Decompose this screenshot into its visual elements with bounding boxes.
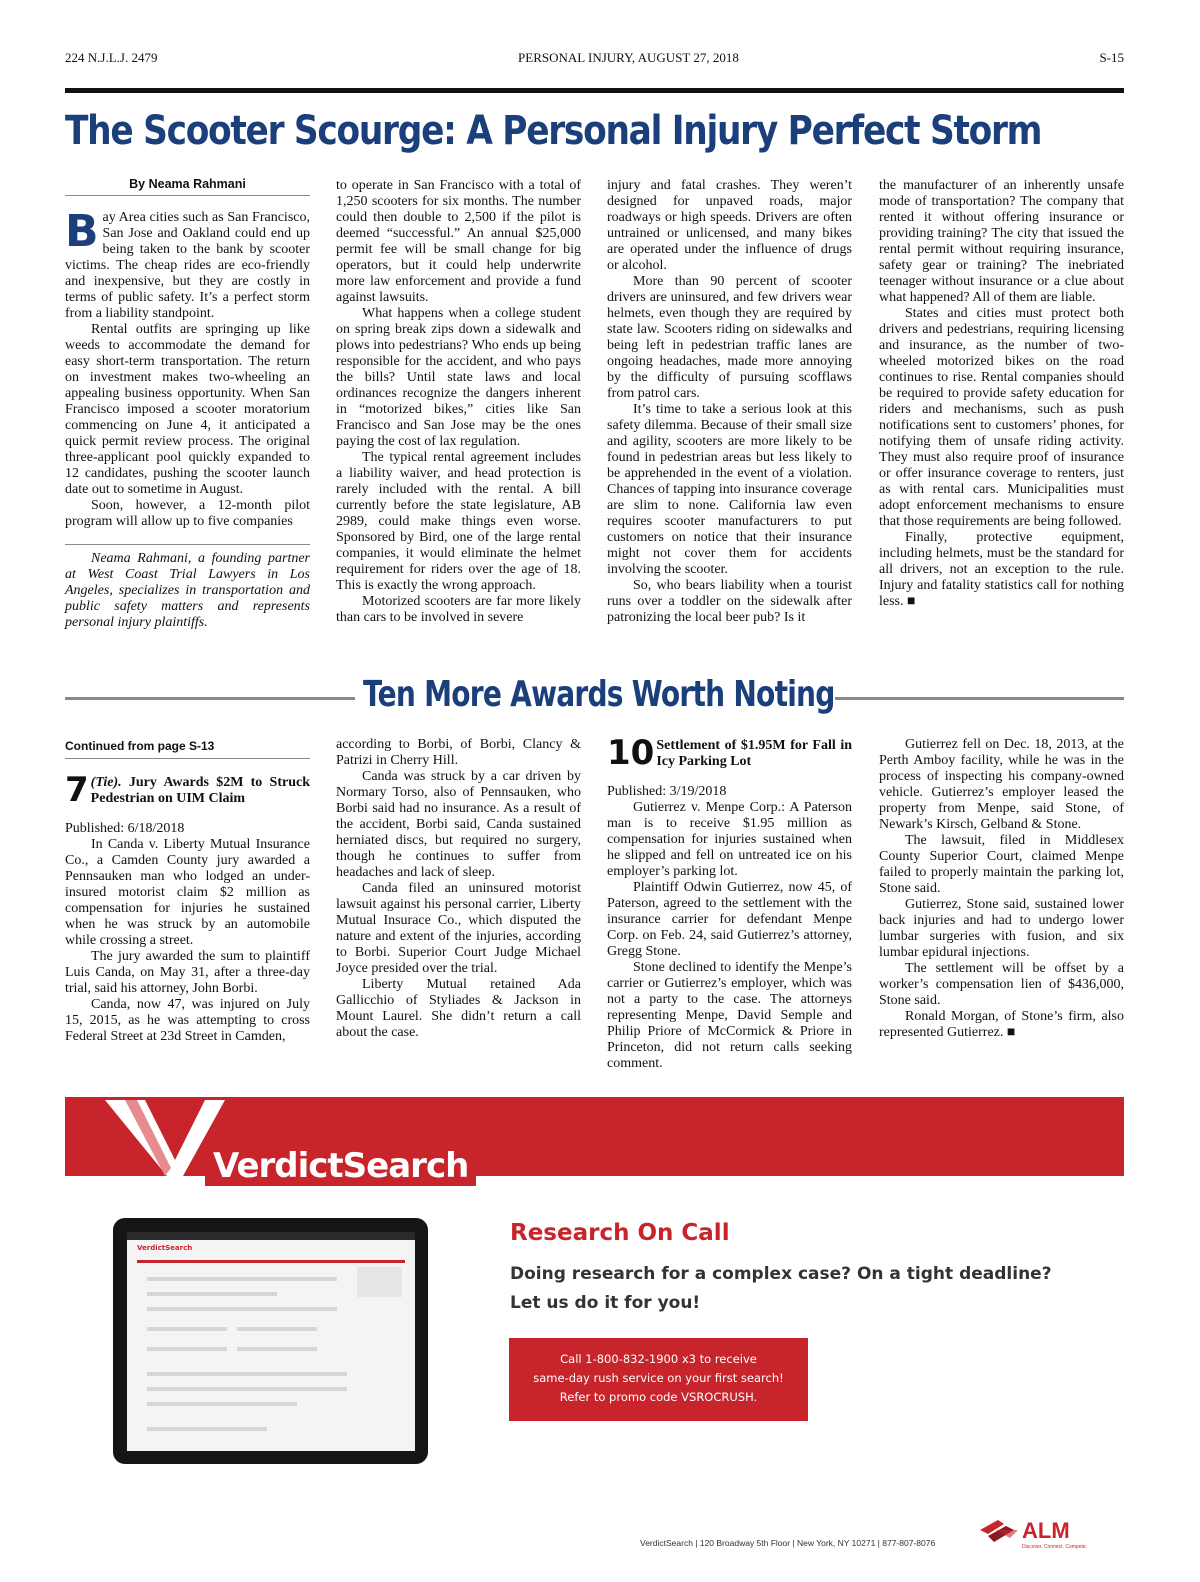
paragraph: States and cities must protect both drivers and pedestrians, requiring licensing and insurance, as the number of two-wheeled motorized bikes on the road continues to rise. Rental companies should be required to provide safety education for riders and mechanisms, such as push notifications sent to customers’ phones, for notifying them of unsafe riding activity. They must also require proof of insurance or offer insurance coverage to renters, just as with rental cars. Municipalities must adopt enforcement mechanisms to ensure that those requirements are being followed.	[879, 306, 1124, 529]
article1-column-2	[336, 178, 581, 626]
paragraph: It’s time to take a serious look at this safety dilemma. Because of their small size and agility, scooters are more likely to be found in pedestrian areas but less likely to be apprehended in the event of a violation. Chances of tapping into insurance coverage are slim to none. California law even requires scooter manufacturers to put customers on notice that their insurance might not cover them for accidents involving the scooter.	[607, 402, 852, 577]
award-title-prefix: (Tie).	[90, 775, 122, 790]
header-section: PERSONAL INJURY, AUGUST 27, 2018	[518, 50, 739, 65]
award-title	[91, 775, 310, 807]
alm-logo	[980, 1518, 1088, 1550]
paragraph: So, who bears liability when a tourist runs over a toddler on the sidewalk after patronizing the local beer pub? Is it	[607, 578, 852, 625]
award-number: 7	[65, 770, 89, 810]
paragraph: Canda, now 47, was injured on July 15, 2015, as he was attempting to cross Federal Street at 23d Street in Camden,	[65, 997, 310, 1044]
article1-column-3	[607, 178, 852, 626]
header-page-number: S-15	[1099, 50, 1124, 65]
paragraph: the manufacturer of an inherently unsafe mode of transportation? The company that rented it without offering insurance or providing training? The city that issued the rental permit without requiring insurance, safety gear or training? The inebriated teenager without insurance or a clue about what happened? All of them are liable.	[879, 178, 1124, 305]
award-title: Settlement of $1.95M for Fall in Icy Parking Lot	[656, 738, 852, 769]
paragraph: Ronald Morgan, of Stone’s firm, also represented Gutierrez. ■	[879, 1009, 1124, 1040]
byline: By Neama Rahmani	[65, 176, 310, 196]
cta-line-1: Call 1-800-832-1900 x3 to receive	[560, 1352, 757, 1366]
article1-column-1	[65, 176, 310, 631]
paragraph: Plaintiff Odwin Gutierrez, now 45, of Paterson, agreed to the settlement with the insurance carrier for defendant Menpe Corp. on Feb. 24, said Gutierrez’s attorney, Gregg Stone.	[607, 880, 852, 959]
ad-headline: Research On Call	[510, 1220, 730, 1246]
paragraph: Gutierrez v. Menpe Corp.: A Paterson man is to receive $1.95 million as compensation for injuries sustained when he slipped and fell on untreated ice on his employer’s parking lot.	[607, 800, 852, 879]
author-bio-text: Neama Rahmani, a founding partner at West Coast Trial Lawyers in Los Angeles, specializes in transportation and public safety matters and represents personal injury plaintiffs.	[65, 551, 310, 630]
paragraph: Rental outfits are springing up like weeds to accommodate the demand for easy short-term transportation. The return on investment makes two-wheeling an appealing business opportunity. When San Francisco imposed a scooter moratorium commencing on June 4, it anticipated a quick permit review process. The original three-applicant pool quickly expanded to 12 candidates, pushing the scooter launch date out to sometime in August.	[65, 322, 310, 497]
award-number: 10	[607, 733, 655, 773]
cta-line-2: same-day rush service on your first search!	[533, 1371, 784, 1385]
drop-cap: B	[65, 206, 99, 257]
screen-logo: VerdictSearch	[137, 1244, 193, 1252]
ad-subheadline	[510, 1260, 1110, 1318]
verdictsearch-ad[interactable]	[65, 1097, 1124, 1560]
alm-wordmark: ALM	[1022, 1518, 1070, 1543]
article2-column-3	[607, 733, 852, 1072]
header-citation: 224 N.J.L.J. 2479	[65, 50, 158, 65]
published-date: Published: 6/18/2018	[65, 821, 185, 836]
ad-call-to-action[interactable]	[509, 1338, 808, 1421]
paragraph: Canda filed an uninsured motorist lawsuit against his personal carrier, Liberty Mutual Insurace Co., which disputed the nature and extent of the injuries, according to Borbi. Superior Court Judge Michael Joyce presided over the trial.	[336, 881, 581, 976]
alm-mark-icon	[980, 1520, 1018, 1542]
paragraph: The lawsuit, filed in Middlesex County Superior Court, claimed Menpe failed to properly maintain the parking lot, Stone said.	[879, 833, 1124, 896]
section-title: Ten More Awards Worth Noting	[363, 674, 835, 715]
section-rule-left	[65, 697, 355, 700]
paragraph: What happens when a college student on spring break zips down a sidewalk and plows into pedestrians? Who ends up being responsible for the accident, and who pays the bills? Until state laws and local ordinances recognize the dangers inherent in “motorized bikes,” cities like San Francisco and San Jose may be the ones paying the cost of lax regulation.	[336, 306, 581, 449]
ad-subheadline-line-2: Let us do it for you!	[510, 1293, 701, 1313]
paragraph: Soon, however, a 12-month pilot program will allow up to five companies	[65, 498, 310, 529]
paragraph: Canda was struck by a car driven by Normary Torso, also of Pennsauken, who Borbi said had no insurance. As a result of the accident, Borbi said, Canda sustained herniated discs, but required no surgery, though he continues to suffer from headaches and lack of sleep.	[336, 769, 581, 880]
paragraph: The jury awarded the sum to plaintiff Luis Canda, on May 31, after a three-day trial, said his attorney, John Borbi.	[65, 949, 310, 996]
paragraph: injury and fatal crashes. They weren’t designed for unpaved roads, major roadways or high speeds. Drivers are often untrained or unlicensed, and many bikes are operated under the influence of drugs or alcohol.	[607, 178, 852, 273]
article-title: The Scooter Scourge: A Personal Injury Perfect Storm	[65, 108, 1042, 154]
running-header	[65, 50, 1124, 66]
paragraph: In Canda v. Liberty Mutual Insurance Co., a Camden County jury awarded a Pennsauken man who lodged an under-insured motorist claim $2 million as compensation for injuries he sustained when he was struck by an automobile while crossing a street.	[65, 837, 310, 948]
paragraph: Gutierrez fell on Dec. 18, 2013, at the Perth Amboy facility, while he was in the process of inspecting his company-owned vehicle. Gutierrez’s employer leased the property from Menpe, said Stone, of Newark’s Kirsch, Gelband & Stone.	[879, 737, 1124, 832]
paragraph: The typical rental agreement includes a liability waiver, and head protection is rarely included with the rental. A bill currently before the state legislature, AB 2989, could make things even worse. Sponsored by Bird, one of the large rental companies, it would eliminate the helmet requirement for riders over the age of 18. This is exactly the wrong approach.	[336, 450, 581, 593]
continued-label: Continued from page S-13	[65, 738, 310, 759]
ad-brand: VerdictSearch	[205, 1146, 476, 1186]
paragraph: The settlement will be offset by a worker’s compensation lien of $436,000, Stone said.	[879, 961, 1124, 1008]
paragraph: Finally, protective equipment, including helmets, must be the standard for all drivers, not an exception to the rule. Injury and fatality statistics call for nothing less. ■	[879, 530, 1124, 609]
award-title-text: Jury Awards $2M to Struck Pedestrian on UIM Claim	[90, 775, 310, 806]
tablet-screen	[127, 1232, 415, 1451]
paragraph: according to Borbi, of Borbi, Clancy & Patrizi in Cherry Hill.	[336, 737, 581, 768]
ad-subheadline-line-1: Doing research for a complex case? On a tight deadline?	[510, 1264, 1052, 1284]
article2-column-4	[879, 737, 1124, 1041]
published-date: Published: 3/19/2018	[607, 784, 727, 799]
paragraph: Motorized scooters are far more likely than cars to be involved in severe	[336, 594, 581, 625]
paragraph: ay Area cities such as San Francisco, San Jose and Oakland could end up being taken to the bank by scooter victims. The cheap rides are eco-friendly and inexpensive, but they are costly in terms of public safety. It’s a perfect storm from a liability standpoint.	[65, 210, 310, 321]
award-10-heading	[607, 733, 852, 773]
award-7-heading	[65, 770, 310, 810]
paragraph: More than 90 percent of scooter drivers are uninsured, and few drivers wear helmets, even though they are required by state law. Scooters riding on sidewalks and being left in pedestrian traffic lanes are ongoing headaches, made more annoying by the difficulty of pursuing scofflaws from patrol cars.	[607, 274, 852, 401]
ad-footer-address: VerdictSearch | 120 Broadway 5th Floor | New York, NY 10271 | 877-807-8076	[640, 1538, 936, 1548]
paragraph: Stone declined to identify the Menpe’s carrier or Gutierrez’s employer, which was not a party to the case. The attorneys representing Menpe, David Semple and Philip Priore of McCormick & Priore in Princeton, did not return calls seeking comment.	[607, 960, 852, 1071]
paragraph: Gutierrez, Stone said, sustained lower back injuries and had to undergo lower lumbar surgeries with fusion, and six lumbar epidural injections.	[879, 897, 1124, 960]
header-rule	[65, 88, 1124, 93]
paragraph: to operate in San Francisco with a total of 1,250 scooters for six months. The number could then double to 2,500 if the pilot is deemed “successful.” An annual $25,000 permit fee will be small change for big operators, but it could help underwrite more law enforcement and provide a fund against lawsuits.	[336, 178, 581, 305]
article1-column-4	[879, 178, 1124, 610]
author-bio	[65, 544, 310, 631]
alm-tagline: Discover. Connect. Compete.	[1022, 1544, 1088, 1550]
section-rule-right	[835, 697, 1124, 700]
cta-line-3: Refer to promo code VSROCRUSH.	[559, 1390, 758, 1404]
article2-column-1	[65, 738, 310, 1045]
paragraph: Liberty Mutual retained Ada Gallicchio of Styliades & Jackson in Mount Laurel. She didn’t return a call about the case.	[336, 977, 581, 1040]
article2-column-2	[336, 737, 581, 1041]
